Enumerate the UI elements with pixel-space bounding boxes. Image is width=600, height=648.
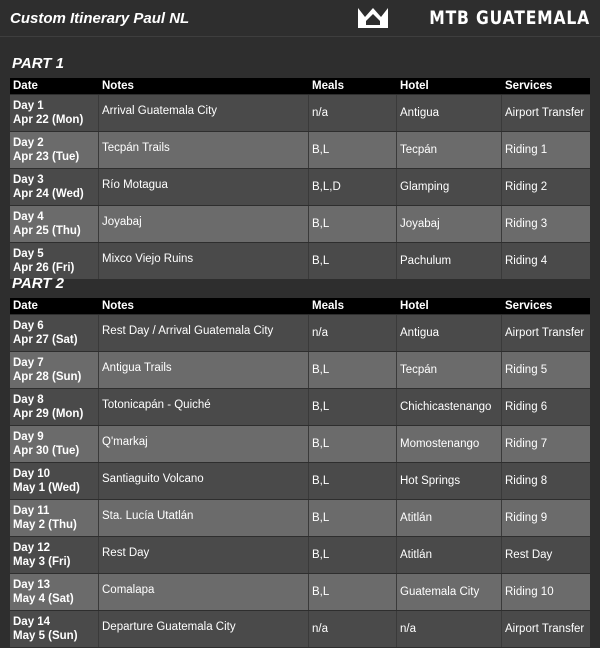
part1-title: PART 1 bbox=[12, 55, 64, 72]
date-label: Apr 30 (Tue) bbox=[13, 445, 80, 457]
meals-cell: n/a bbox=[309, 611, 397, 647]
day-label: Day 5 bbox=[13, 248, 44, 260]
date-cell bbox=[10, 315, 99, 351]
header-services: Services bbox=[502, 298, 590, 314]
services-cell: Airport Transfer bbox=[502, 315, 590, 351]
date-label: May 2 (Thu) bbox=[13, 519, 77, 531]
meals-cell: B,L bbox=[309, 243, 397, 279]
header-meals: Meals bbox=[309, 298, 397, 314]
itinerary-row bbox=[10, 500, 590, 536]
day-label: Day 1 bbox=[13, 100, 44, 112]
services-cell: Riding 3 bbox=[502, 206, 590, 242]
day-label: Day 13 bbox=[13, 579, 51, 591]
header-notes: Notes bbox=[99, 298, 309, 314]
hotel-cell: Antigua bbox=[397, 95, 502, 131]
hotel-cell: Atitlán bbox=[397, 537, 502, 573]
date-label: Apr 27 (Sat) bbox=[13, 334, 78, 346]
itinerary-row bbox=[10, 206, 590, 242]
day-label: Day 9 bbox=[13, 431, 44, 443]
hotel-cell: Pachulum bbox=[397, 243, 502, 279]
date-label: May 4 (Sat) bbox=[13, 593, 74, 605]
date-label: May 5 (Sun) bbox=[13, 630, 78, 642]
day-label: Day 11 bbox=[13, 505, 50, 517]
part2-title: PART 2 bbox=[12, 275, 64, 292]
date-label: Apr 22 (Mon) bbox=[13, 114, 84, 126]
document-title: Custom Itinerary Paul NL bbox=[10, 10, 190, 27]
itinerary-row bbox=[10, 352, 590, 388]
hotel-cell: Atitlán bbox=[397, 500, 502, 536]
date-label: Apr 26 (Fri) bbox=[13, 262, 75, 274]
date-label: May 1 (Wed) bbox=[13, 482, 80, 494]
hotel-cell: Antigua bbox=[397, 315, 502, 351]
hotel-cell: Joyabaj bbox=[397, 206, 502, 242]
services-cell: Rest Day bbox=[502, 537, 590, 573]
notes-cell: Antigua Trails bbox=[99, 352, 309, 388]
itinerary-row bbox=[10, 243, 590, 279]
meals-cell: B,L bbox=[309, 352, 397, 388]
itinerary-row bbox=[10, 95, 590, 131]
day-label: Day 12 bbox=[13, 542, 51, 554]
date-cell bbox=[10, 426, 99, 462]
notes-cell: Mixco Viejo Ruins bbox=[99, 243, 309, 279]
date-cell bbox=[10, 206, 99, 242]
notes-cell: Sta. Lucía Utatlán bbox=[99, 500, 309, 536]
notes-cell: Q'markaj bbox=[99, 426, 309, 462]
date-cell bbox=[10, 611, 99, 647]
header-hotel: Hotel bbox=[397, 78, 502, 94]
header-date: Date bbox=[10, 298, 99, 314]
hotel-cell: Momostenango bbox=[397, 426, 502, 462]
hotel-cell: Tecpán bbox=[397, 132, 502, 168]
date-cell bbox=[10, 537, 99, 573]
itinerary-row bbox=[10, 537, 590, 573]
day-label: Day 14 bbox=[13, 616, 51, 628]
date-label: Apr 29 (Mon) bbox=[13, 408, 84, 420]
date-cell bbox=[10, 389, 99, 425]
day-label: Day 7 bbox=[13, 357, 44, 369]
itinerary-row bbox=[10, 426, 590, 462]
hotel-cell: Tecpán bbox=[397, 352, 502, 388]
meals-cell: n/a bbox=[309, 95, 397, 131]
header-date: Date bbox=[10, 78, 99, 94]
header-hotel: Hotel bbox=[397, 298, 502, 314]
part2-table bbox=[10, 297, 590, 648]
crown-logo-icon bbox=[358, 8, 388, 28]
date-cell bbox=[10, 463, 99, 499]
day-label: Day 2 bbox=[13, 137, 44, 149]
meals-cell: B,L bbox=[309, 500, 397, 536]
brand-logo-text: MTB GUATEMALA bbox=[429, 7, 590, 29]
date-cell bbox=[10, 169, 99, 205]
date-label: Apr 28 (Sun) bbox=[13, 371, 82, 383]
date-cell bbox=[10, 352, 99, 388]
services-cell: Riding 4 bbox=[502, 243, 590, 279]
day-label: Day 4 bbox=[13, 211, 44, 223]
date-cell bbox=[10, 243, 99, 279]
services-cell: Airport Transfer bbox=[502, 611, 590, 647]
table-header-row bbox=[10, 78, 590, 94]
day-label: Day 10 bbox=[13, 468, 51, 480]
notes-cell: Totonicapán - Quiché bbox=[99, 389, 309, 425]
day-label: Day 6 bbox=[13, 320, 44, 332]
notes-cell: Río Motagua bbox=[99, 169, 309, 205]
date-label: Apr 23 (Tue) bbox=[13, 151, 80, 163]
day-label: Day 8 bbox=[13, 394, 44, 406]
date-label: Apr 24 (Wed) bbox=[13, 188, 84, 200]
services-cell: Riding 5 bbox=[502, 352, 590, 388]
meals-cell: B,L bbox=[309, 426, 397, 462]
date-cell bbox=[10, 95, 99, 131]
hotel-cell: Hot Springs bbox=[397, 463, 502, 499]
hotel-cell: Glamping bbox=[397, 169, 502, 205]
services-cell: Riding 9 bbox=[502, 500, 590, 536]
notes-cell: Comalapa bbox=[99, 574, 309, 610]
services-cell: Riding 6 bbox=[502, 389, 590, 425]
meals-cell: B,L bbox=[309, 537, 397, 573]
notes-cell: Arrival Guatemala City bbox=[99, 95, 309, 131]
itinerary-row bbox=[10, 132, 590, 168]
date-label: May 3 (Fri) bbox=[13, 556, 71, 568]
header-notes: Notes bbox=[99, 78, 309, 94]
notes-cell: Joyabaj bbox=[99, 206, 309, 242]
meals-cell: B,L bbox=[309, 463, 397, 499]
date-label: Apr 25 (Thu) bbox=[13, 225, 81, 237]
notes-cell: Departure Guatemala City bbox=[99, 611, 309, 647]
hotel-cell: n/a bbox=[397, 611, 502, 647]
part1-table bbox=[10, 77, 590, 280]
meals-cell: n/a bbox=[309, 315, 397, 351]
notes-cell: Rest Day bbox=[99, 537, 309, 573]
itinerary-row bbox=[10, 574, 590, 610]
itinerary-row bbox=[10, 389, 590, 425]
hotel-cell: Guatemala City bbox=[397, 574, 502, 610]
notes-cell: Rest Day / Arrival Guatemala City bbox=[99, 315, 309, 351]
services-cell: Riding 10 bbox=[502, 574, 590, 610]
services-cell: Airport Transfer bbox=[502, 95, 590, 131]
hotel-cell: Chichicastenango bbox=[397, 389, 502, 425]
brand-logo bbox=[358, 5, 590, 31]
header-meals: Meals bbox=[309, 78, 397, 94]
services-cell: Riding 7 bbox=[502, 426, 590, 462]
itinerary-row bbox=[10, 463, 590, 499]
date-cell bbox=[10, 574, 99, 610]
meals-cell: B,L bbox=[309, 132, 397, 168]
day-label: Day 3 bbox=[13, 174, 44, 186]
itinerary-row bbox=[10, 611, 590, 647]
services-cell: Riding 8 bbox=[502, 463, 590, 499]
services-cell: Riding 1 bbox=[502, 132, 590, 168]
date-cell bbox=[10, 500, 99, 536]
services-cell: Riding 2 bbox=[502, 169, 590, 205]
itinerary-row bbox=[10, 169, 590, 205]
meals-cell: B,L bbox=[309, 574, 397, 610]
document-header bbox=[0, 0, 600, 37]
meals-cell: B,L,D bbox=[309, 169, 397, 205]
header-services: Services bbox=[502, 78, 590, 94]
table-header-row bbox=[10, 298, 590, 314]
date-cell bbox=[10, 132, 99, 168]
itinerary-row bbox=[10, 315, 590, 351]
notes-cell: Tecpán Trails bbox=[99, 132, 309, 168]
meals-cell: B,L bbox=[309, 389, 397, 425]
notes-cell: Santiaguito Volcano bbox=[99, 463, 309, 499]
meals-cell: B,L bbox=[309, 206, 397, 242]
